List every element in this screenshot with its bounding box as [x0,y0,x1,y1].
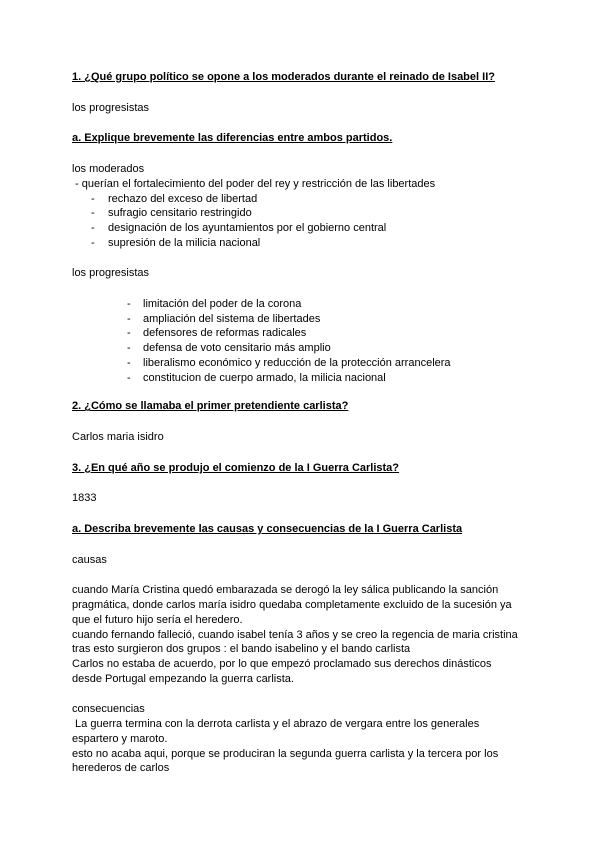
list-item: - defensores de reformas radicales [127,327,307,340]
bullet-dash: - [127,312,131,325]
text-line: herederos de carlos [72,762,170,775]
progresistas-title: los progresistas [72,267,150,280]
list-item: - defensa de voto censitario más amplio [127,342,331,355]
consecuencias-title: consecuencias [72,703,145,716]
moderados-intro: - querían el fortalecimiento del poder del rey y restricción de las libertades [75,177,436,190]
bullet-dash: - [127,342,131,355]
answer-1: los progresistas [72,101,150,114]
list-item: - rechazo del exceso de libertad [91,192,258,205]
bullet-dash: - [127,298,131,311]
text-line: que el futuro hijo sería el heredero. [72,613,243,626]
bullet-dash: - [91,221,95,234]
question-3a: a. Describa brevemente las causas y consecuencias de la I Guerra Carlista [72,523,463,536]
text-line: cuando María Cristina quedó embarazada se derogó la ley sálica publicando la sanción [72,584,499,597]
text-line: La guerra termina con la derrota carlista y el abrazo de vergara entre los generales [72,718,480,731]
list-item: - designación de los ayuntamientos por el gobierno central [91,221,387,234]
moderados-list [72,192,542,251]
text-line: pragmática, donde carlos maría isidro quedaba completamente excluido de la sucesión ya [72,599,512,612]
consecuencias-paragraph [72,717,542,776]
answer-2: Carlos maria isidro [72,430,164,443]
list-item: - liberalismo económico y reducción de la protección arrancelera [127,356,451,369]
causas-title: causas [72,553,107,566]
text-line: desde Portugal empezando la guerra carlista. [72,672,294,685]
text-line: Carlos no estaba de acuerdo, por lo que empezó proclamado sus derechos dinásticos [72,657,492,670]
list-item: - limitación del poder de la corona [127,298,302,311]
moderados-title: los moderados [72,163,145,176]
text-line: tras esto surgieron dos grupos : el bando isabelino y el bando carlista [72,643,411,656]
bullet-dash: - [91,236,95,249]
text-line: cuando fernando falleció, cuando isabel tenía 3 años y se creo la regencia de maria cristina [72,628,518,641]
list-item: - ampliación del sistema de libertades [127,312,321,325]
text-line: espartero y maroto. [72,732,168,745]
bullet-dash: - [91,192,95,205]
list-item: - supresión de la milicia nacional [91,236,261,249]
question-1: 1. ¿Qué grupo político se opone a los moderados durante el reinado de Isabel II? [72,71,495,83]
bullet-dash: - [127,356,131,369]
text-line: esto no acaba aqui, porque se produciran la segunda guerra carlista y la tercera por los [72,747,499,760]
question-1a: a. Explique brevemente las diferencias entre ambos partidos. [72,132,393,145]
list-item: - sufragio censitario restringido [91,207,252,220]
bullet-dash: - [127,371,131,384]
bullet-dash: - [127,327,131,340]
bullet-dash: - [91,207,95,220]
question-2: 2. ¿Cómo se llamaba el primer pretendiente carlista? [72,400,349,413]
document-page [72,70,542,776]
causas-paragraph [72,583,542,686]
list-item: - constitucion de cuerpo armado, la milicia nacional [127,371,386,384]
answer-3: 1833 [72,492,97,505]
progresistas-list [72,297,542,385]
question-3: 3. ¿En qué año se produjo el comienzo de la I Guerra Carlista? [72,461,400,474]
